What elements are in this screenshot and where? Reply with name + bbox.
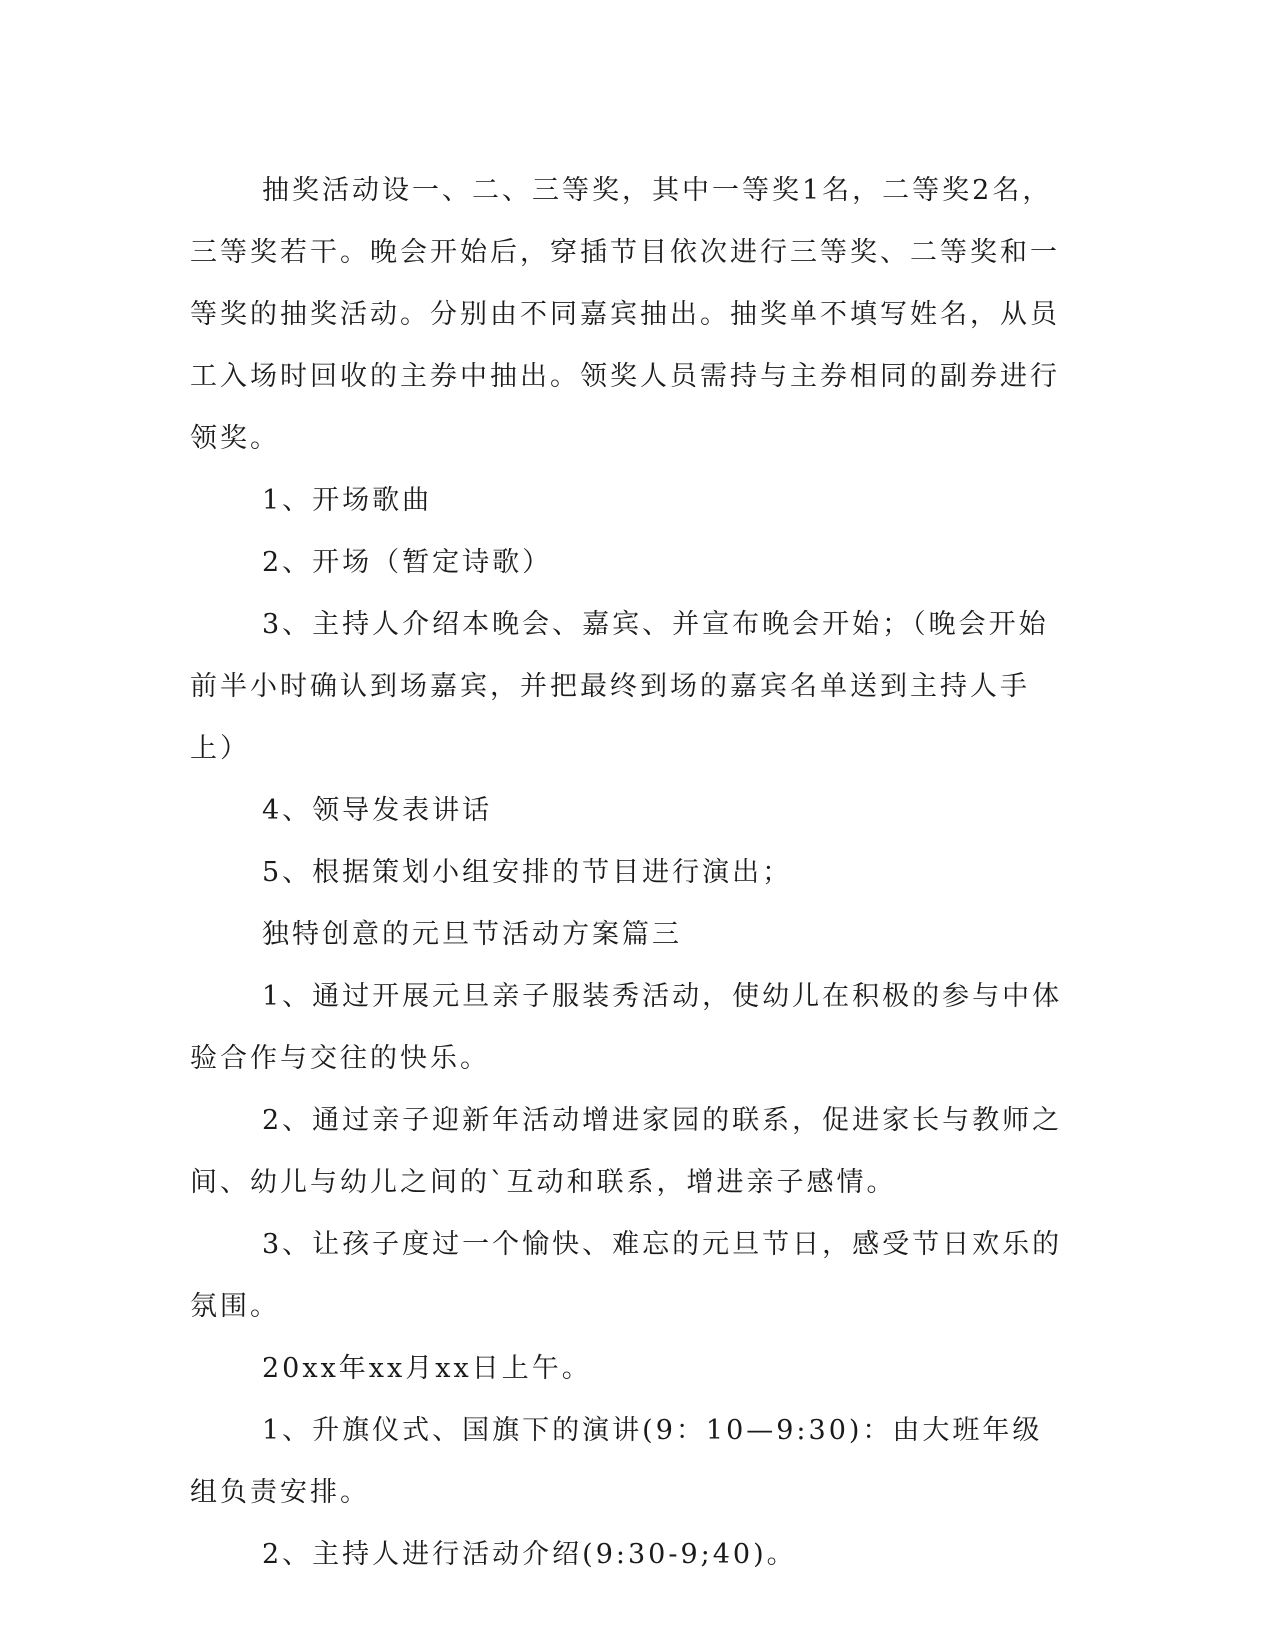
list-item-host-activity-intro: 2、主持人进行活动介绍(9:30-9;40)。 [262,1539,797,1570]
list-item-goal-home-school: 2、通过亲子迎新年活动增进家园的联系，促进家长与教师之间、幼儿与幼儿之间的`互动和联系，增进亲子感情。 [190,1105,1063,1198]
paragraph-date: 20xx年xx月xx日上午。 [262,1353,592,1384]
document-body [190,160,1070,1586]
list-item-goal-fashion-show: 1、通过开展元旦亲子服装秀活动，使幼儿在积极的参与中体验合作与交往的快乐。 [190,981,1063,1074]
section-heading: 独特创意的元旦节活动方案篇三 [262,919,682,950]
list-item-performances: 5、根据策划小组安排的节目进行演出； [262,857,793,888]
list-item-opening-poem: 2、开场（暂定诗歌） [262,547,553,578]
list-item-leader-speech: 4、领导发表讲话 [262,795,493,826]
list-item-goal-festive: 3、让孩子度过一个愉快、难忘的元旦节日，感受节日欢乐的氛围。 [190,1229,1063,1322]
paragraph-lottery-rules: 抽奖活动设一、二、三等奖，其中一等奖1名，二等奖2名，三等奖若干。晚会开始后，穿插节目依次进行三等奖、二等奖和一等奖的抽奖活动。分别由不同嘉宾抽出。抽奖单不填写姓名，从员工入场时回收的主券中抽出。领奖人员需持与主券相同的副券进行领奖。 [190,175,1060,454]
list-item-opening-song: 1、开场歌曲 [262,485,433,516]
list-item-host-intro: 3、主持人介绍本晚会、嘉宾、并宣布晚会开始；（晚会开始前半小时确认到场嘉宾，并把最终到场的嘉宾名单送到主持人手上） [190,609,1049,764]
list-item-flag-ceremony: 1、升旗仪式、国旗下的演讲(9：10—9:30)：由大班年级组负责安排。 [190,1415,1043,1508]
